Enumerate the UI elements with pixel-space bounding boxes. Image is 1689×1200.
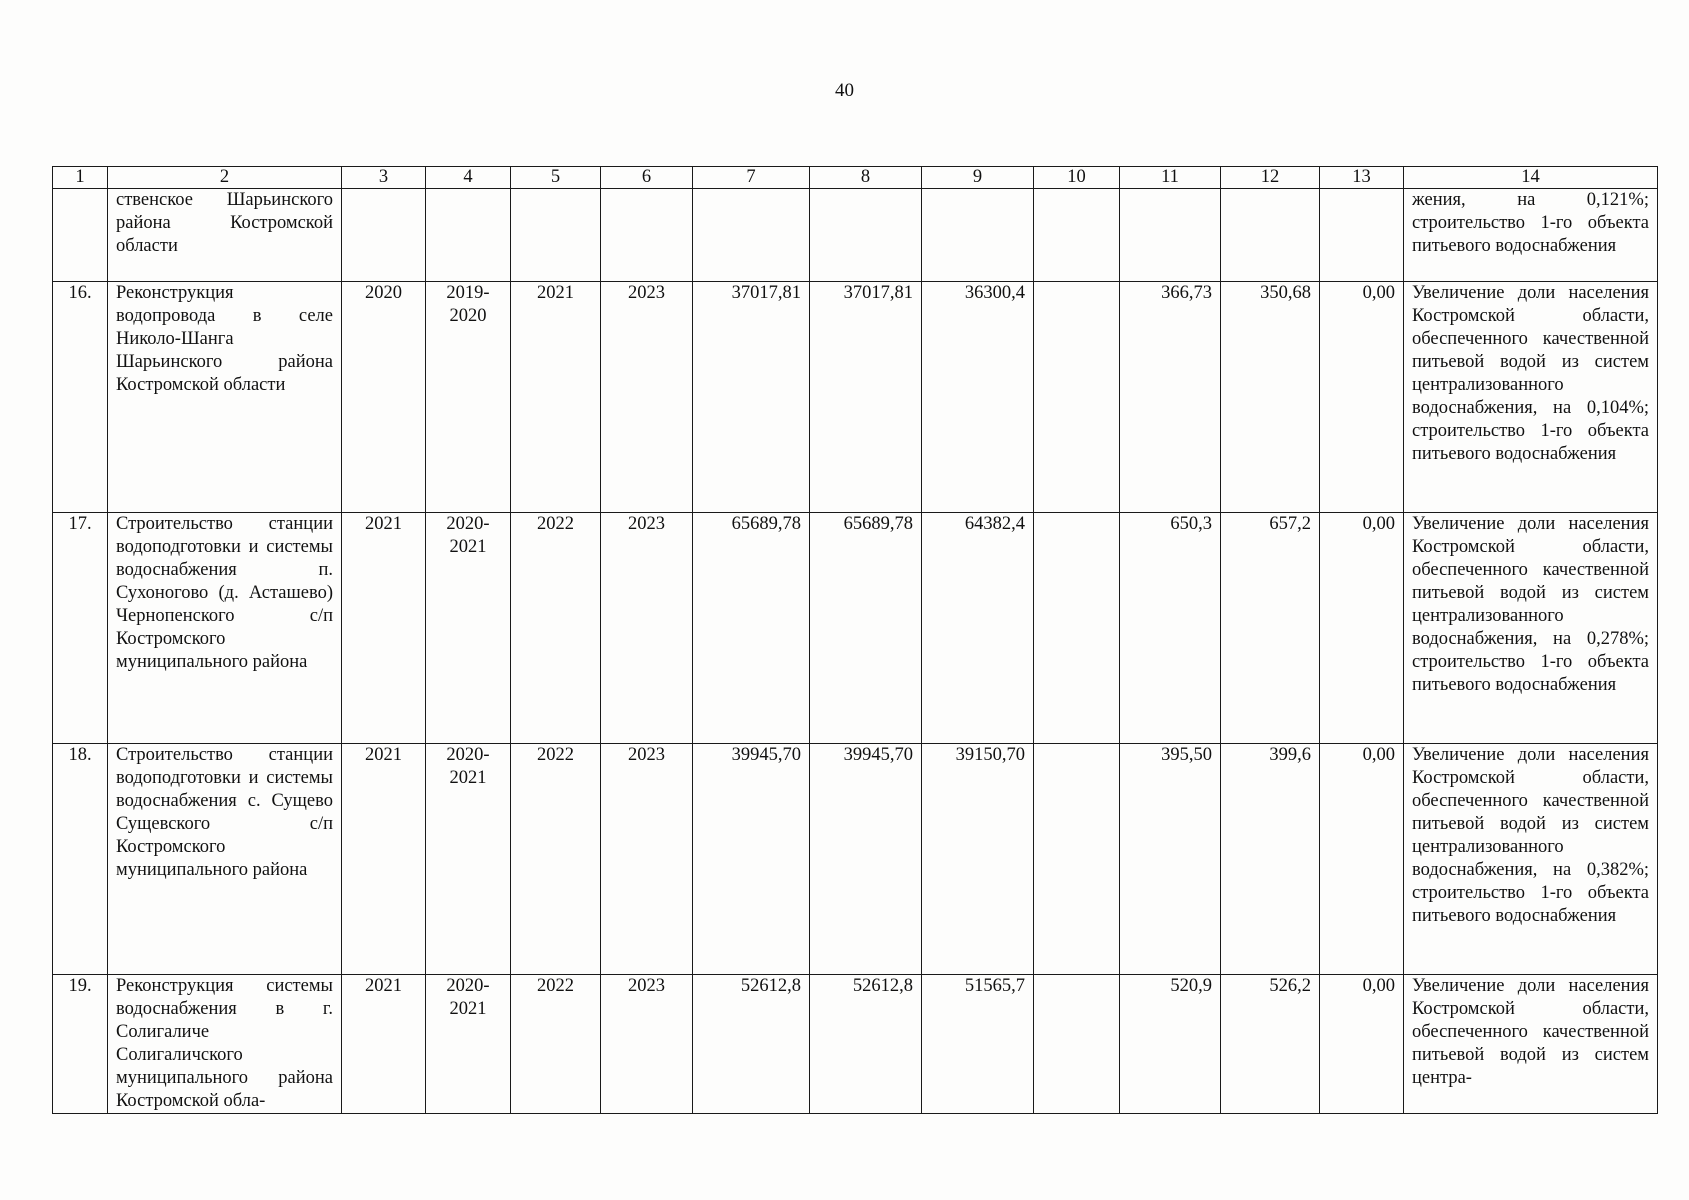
cell-col12: 399,6 <box>1221 744 1320 975</box>
cell-col5 <box>511 189 601 282</box>
cell-col10 <box>1034 975 1120 1114</box>
cell-col3: 2021 <box>342 513 426 744</box>
row-number: 16. <box>53 282 108 513</box>
cell-col11: 395,50 <box>1120 744 1221 975</box>
table-row <box>53 744 1658 975</box>
column-header: 2 <box>108 167 342 189</box>
cell-col13: 0,00 <box>1320 282 1404 513</box>
cell-col11: 650,3 <box>1120 513 1221 744</box>
cell-col4: 2019-2020 <box>426 282 511 513</box>
cell-col5: 2022 <box>511 513 601 744</box>
expected-result: Увеличение доли населения Костромской области, обеспеченного качественной питьевой водой из систем центра- <box>1404 975 1658 1114</box>
cell-col9: 51565,7 <box>922 975 1034 1114</box>
cell-col6: 2023 <box>601 975 693 1114</box>
cell-col5: 2022 <box>511 975 601 1114</box>
cell-col4 <box>426 189 511 282</box>
cell-col10 <box>1034 282 1120 513</box>
cell-col12: 526,2 <box>1221 975 1320 1114</box>
cell-col5: 2021 <box>511 282 601 513</box>
cell-col9: 39150,70 <box>922 744 1034 975</box>
column-header: 14 <box>1404 167 1658 189</box>
table-row <box>53 975 1658 1114</box>
cell-col6: 2023 <box>601 744 693 975</box>
column-header: 7 <box>693 167 810 189</box>
row-number: 19. <box>53 975 108 1114</box>
cell-col4: 2020-2021 <box>426 975 511 1114</box>
cell-col6 <box>601 189 693 282</box>
cell-col5: 2022 <box>511 744 601 975</box>
cell-col3: 2021 <box>342 744 426 975</box>
column-header: 1 <box>53 167 108 189</box>
cell-col8: 65689,78 <box>810 513 922 744</box>
table-row <box>53 282 1658 513</box>
cell-col7 <box>693 189 810 282</box>
cell-col6: 2023 <box>601 513 693 744</box>
cell-col8: 37017,81 <box>810 282 922 513</box>
cell-col10 <box>1034 744 1120 975</box>
column-header: 11 <box>1120 167 1221 189</box>
column-header: 4 <box>426 167 511 189</box>
column-header: 8 <box>810 167 922 189</box>
cell-col13: 0,00 <box>1320 975 1404 1114</box>
object-name: Реконструкция системы водоснабжения в г. Солигаличе Солигаличского муниципального района Костромской обла- <box>108 975 342 1114</box>
expected-result: жения, на 0,121%; строительство 1-го объекта питьевого водоснабжения <box>1404 189 1658 282</box>
column-header: 13 <box>1320 167 1404 189</box>
cell-col11 <box>1120 189 1221 282</box>
column-header: 10 <box>1034 167 1120 189</box>
cell-col9: 36300,4 <box>922 282 1034 513</box>
column-header: 9 <box>922 167 1034 189</box>
cell-col4: 2020-2021 <box>426 744 511 975</box>
page-number: 40 <box>835 80 854 101</box>
cell-col8: 52612,8 <box>810 975 922 1114</box>
row-number <box>53 189 108 282</box>
cell-col11: 520,9 <box>1120 975 1221 1114</box>
cell-col11: 366,73 <box>1120 282 1221 513</box>
expected-result: Увеличение доли населения Костромской области, обеспеченного качественной питьевой водой из систем централизованного водоснабжения, на 0,278%; строительство 1-го объекта питьевого водоснабжения <box>1404 513 1658 744</box>
cell-col4: 2020-2021 <box>426 513 511 744</box>
cell-col9: 64382,4 <box>922 513 1034 744</box>
column-number-row <box>53 167 1658 189</box>
cell-col7: 65689,78 <box>693 513 810 744</box>
cell-col8 <box>810 189 922 282</box>
cell-col12 <box>1221 189 1320 282</box>
expected-result: Увеличение доли населения Костромской области, обеспеченного качественной питьевой водой из систем централизованного водоснабжения, на 0,104%; строительство 1-го объекта питьевого водоснабжения <box>1404 282 1658 513</box>
table-row <box>53 513 1658 744</box>
column-header: 12 <box>1221 167 1320 189</box>
cell-col10 <box>1034 513 1120 744</box>
column-header: 6 <box>601 167 693 189</box>
column-header: 3 <box>342 167 426 189</box>
cell-col7: 52612,8 <box>693 975 810 1114</box>
cell-col6: 2023 <box>601 282 693 513</box>
cell-col3: 2021 <box>342 975 426 1114</box>
cell-col12: 350,68 <box>1221 282 1320 513</box>
cell-col7: 37017,81 <box>693 282 810 513</box>
row-number: 18. <box>53 744 108 975</box>
cell-col3: 2020 <box>342 282 426 513</box>
column-header: 5 <box>511 167 601 189</box>
object-name: Строительство станции водоподготовки и системы водоснабжения с. Сущево Сущевского с/п Костромского муниципального района <box>108 744 342 975</box>
cell-col8: 39945,70 <box>810 744 922 975</box>
object-name: ственское Шарьинского района Костромской области <box>108 189 342 282</box>
object-name: Реконструкция водопровода в селе Николо-Шанга Шарьинского района Костромской области <box>108 282 342 513</box>
cell-col7: 39945,70 <box>693 744 810 975</box>
cell-col13: 0,00 <box>1320 513 1404 744</box>
cell-col9 <box>922 189 1034 282</box>
cell-col13: 0,00 <box>1320 744 1404 975</box>
program-objects-table <box>52 166 1658 1114</box>
cell-col3 <box>342 189 426 282</box>
row-number: 17. <box>53 513 108 744</box>
cell-col13 <box>1320 189 1404 282</box>
table-row <box>53 189 1658 282</box>
cell-col10 <box>1034 189 1120 282</box>
expected-result: Увеличение доли населения Костромской области, обеспеченного качественной питьевой водой из систем централизованного водоснабжения, на 0,382%; строительство 1-го объекта питьевого водоснабжения <box>1404 744 1658 975</box>
cell-col12: 657,2 <box>1221 513 1320 744</box>
object-name: Строительство станции водоподготовки и системы водоснабжения п. Сухоногово (д. Асташево) Чернопенского с/п Костромского муниципального района <box>108 513 342 744</box>
